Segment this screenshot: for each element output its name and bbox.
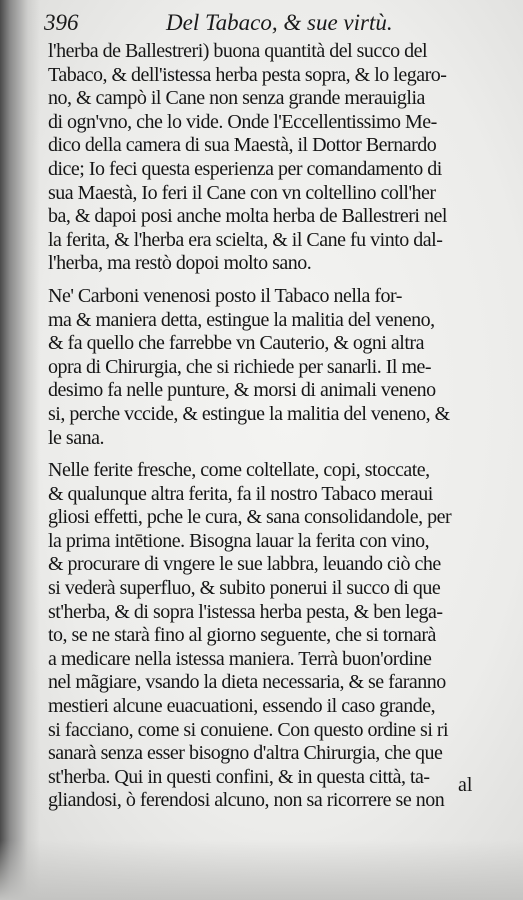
text-line: desimo fa nelle punture, & morsi di animali veneno	[48, 379, 436, 402]
page-number: 396	[44, 10, 79, 35]
text-line: no, & campò il Cane non senza grande merauiglia	[48, 87, 425, 110]
text-line: sanarà senza esser bisogno d'altra Chirurgia, che que	[48, 742, 443, 765]
text-line: ba, & dapoi posi anche molta herba de Ballestreri nel	[48, 205, 447, 228]
paragraph-gap	[48, 450, 500, 459]
text-line: Tabaco, & dell'istessa herba pesta sopra, & lo legaro-	[48, 63, 447, 86]
text-line: la ferita, & l'herba era scielta, & il Cane fu vinto dal-	[48, 228, 443, 251]
paragraph	[48, 459, 500, 813]
text-line: & fa quello che farrebbe vn Cauterio, & ogni altra	[48, 332, 424, 355]
text-line: gliosi effetti, pche le cura, & sana consolidandole, per	[48, 506, 452, 529]
paragraph	[48, 285, 500, 450]
page-gutter-shadow	[0, 0, 40, 900]
text-line: & procurare di vngere le sue labbra, leuando ciò che	[48, 553, 441, 576]
text-line: l'herba de Ballestreri) buona quantità del succo del	[48, 40, 428, 62]
catchword: al	[458, 774, 473, 796]
text-line: si facciano, come si conuiene. Con questo ordine si ri	[48, 718, 449, 741]
text-line: & qualunque altra ferita, fa il nostro Tabaco meraui	[48, 482, 433, 505]
text-line: dice; Io feci questa esperienza per comandamento di	[48, 157, 442, 180]
text-line: a medicare nella istessa maniera. Terrà buon'ordine	[48, 647, 432, 670]
text-line: gliandosi, ò ferendosi alcuno, non sa ricorrere se non	[48, 789, 445, 812]
paragraph	[48, 40, 500, 276]
text-line: mestieri alcune euacuationi, essendo il caso grande,	[48, 695, 436, 718]
text-line: to, se ne starà fino al giorno seguente, che si tornarà	[48, 624, 436, 647]
text-line: st'herba, & di sopra l'istessa herba pesta, & ben lega-	[48, 600, 443, 623]
text-line: nel mãgiare, vsando la dieta necessaria, & se faranno	[48, 671, 446, 694]
page-bottom-shadow	[0, 840, 523, 900]
text-line: st'herba. Qui in questi confini, & in questa città, ta-	[48, 765, 430, 788]
text-line: Ne' Carboni venenosi posto il Tabaco nella for-	[48, 284, 402, 307]
text-line: la prima intētione. Bisogna lauar la ferita con vino,	[48, 529, 430, 552]
page-header	[44, 10, 493, 40]
paragraph-gap	[48, 276, 500, 285]
text-line: l'herba, ma restò dopoi molto sano.	[48, 252, 312, 275]
body-text	[48, 40, 500, 813]
text-line: Nelle ferite fresche, come coltellate, copi, stoccate,	[48, 459, 430, 482]
running-title: Del Tabaco, & sue virtù.	[166, 10, 393, 35]
text-line: si vederà superfluo, & subito ponerui il succo di que	[48, 577, 441, 600]
text-line: si, perche vccide, & estingue la malitia del veneno, &	[48, 402, 450, 425]
text-line: opra di Chirurgia, che si richiede per sanarli. Il me-	[48, 355, 432, 378]
text-line: le sana.	[48, 426, 104, 449]
text-line: ma & maniera detta, estingue la malitia del veneno,	[48, 308, 435, 331]
text-line: sua Maestà, Io feri il Cane con vn coltellino coll'her	[48, 181, 436, 204]
text-line: dico della camera di sua Maestà, il Dottor Bernardo	[48, 134, 437, 157]
text-line: di ogn'vno, che lo vide. Onde l'Eccellentissimo Me-	[48, 110, 437, 133]
